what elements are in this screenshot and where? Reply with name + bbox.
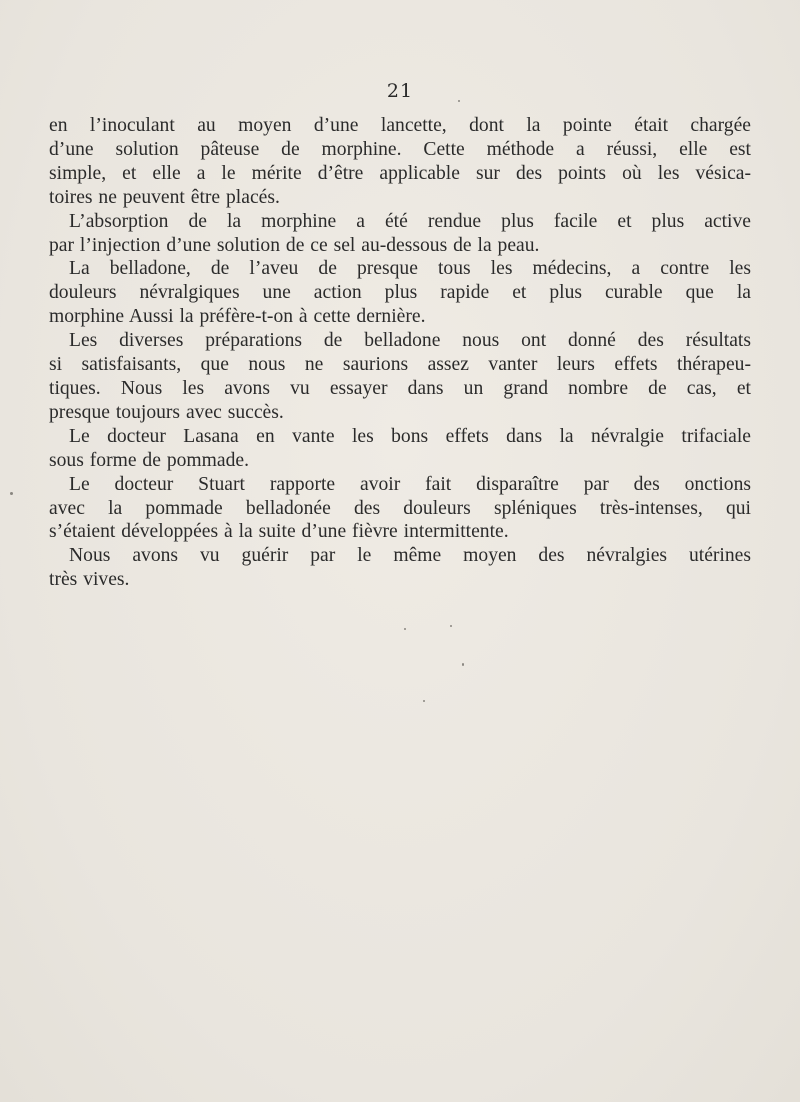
- page-number: 21: [386, 80, 414, 102]
- text-line: L’absorption de la morphine a été rendue plus facile et plus active: [69, 210, 751, 232]
- text-line: si satisfaisants, que nous ne saurions assez vanter leurs effets thérapeu-: [49, 354, 751, 376]
- paper-speck: [458, 100, 460, 102]
- text-line: avec la pommade belladonée des douleurs spléniques très-intenses, qui: [49, 497, 751, 519]
- text-line: toires ne peuvent être placés.: [49, 186, 280, 208]
- paper-speck: [450, 625, 452, 627]
- text-line: Le docteur Stuart rapporte avoir fait disparaître par des onctions: [69, 473, 751, 495]
- text-line: Le docteur Lasana en vante les bons effets dans la névralgie trifaciale: [69, 425, 751, 447]
- paper-speck: [404, 628, 406, 630]
- text-line: tiques. Nous les avons vu essayer dans un grand nombre de cas, et: [49, 377, 751, 399]
- text-line: s’étaient développées à la suite d’une fièvre intermittente.: [49, 521, 509, 543]
- paper-speck: [423, 700, 425, 702]
- paragraph: [49, 473, 751, 545]
- text-line: par l’injection d’une solution de ce sel au-dessous de la peau.: [49, 234, 540, 256]
- paper-speck: [462, 663, 464, 666]
- text-line: Nous avons vu guérir par le même moyen des névralgies utérines: [69, 545, 751, 567]
- paragraph: [49, 329, 751, 425]
- text-line: très vives.: [49, 569, 130, 591]
- text-line: simple, et elle a le mérite d’être applicable sur des points où les vésica-: [49, 162, 751, 184]
- text-line: presque toujours avec succès.: [49, 401, 284, 423]
- text-line: d’une solution pâteuse de morphine. Cette méthode a réussi, elle est: [49, 138, 751, 160]
- text-line: sous forme de pommade.: [49, 449, 249, 471]
- text-line: en l’inoculant au moyen d’une lancette, dont la pointe était chargée: [49, 115, 751, 136]
- paper-speck: [10, 492, 13, 495]
- text-line: Les diverses préparations de belladone nous ont donné des résultats: [69, 330, 751, 352]
- paragraph: [49, 544, 751, 592]
- text-line: morphine Aussi la préfère-t-on à cette dernière.: [49, 306, 426, 328]
- paragraph: [49, 114, 751, 210]
- text-line: La belladone, de l’aveu de presque tous les médecins, a contre les: [69, 258, 751, 280]
- paragraph: [49, 257, 751, 329]
- body-text: [49, 114, 751, 592]
- paragraph: [49, 425, 751, 473]
- text-line: douleurs névralgiques une action plus rapide et plus curable que la: [49, 282, 751, 304]
- paragraph: [49, 210, 751, 258]
